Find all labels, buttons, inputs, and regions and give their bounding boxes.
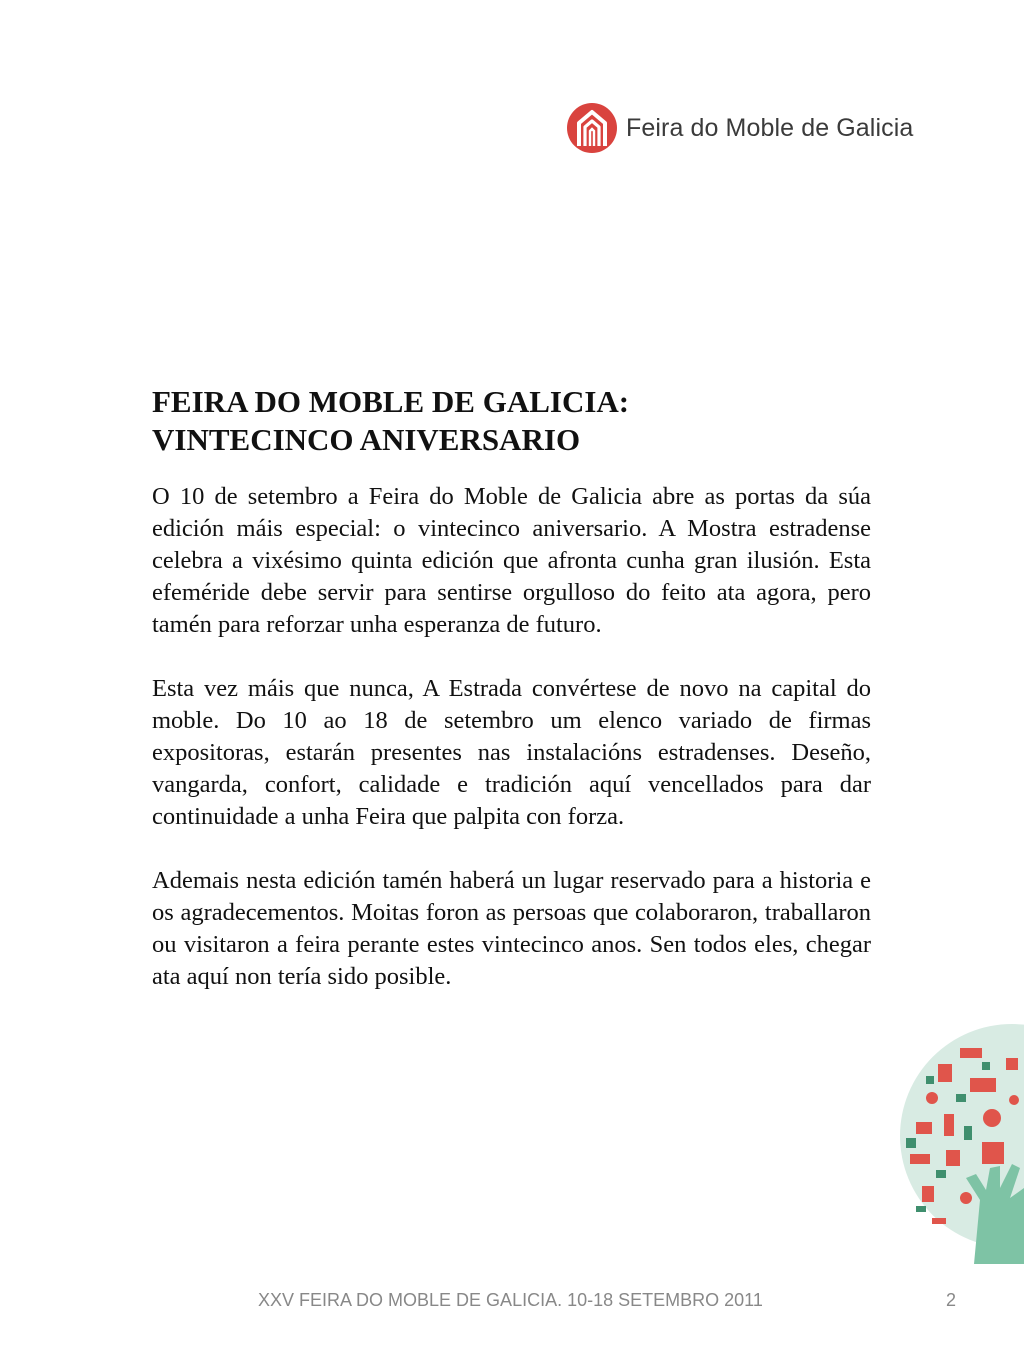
building-arch-icon — [566, 102, 618, 154]
article — [152, 383, 871, 993]
article-title — [152, 383, 871, 459]
page-number: 2 — [946, 1290, 957, 1310]
logo-text: Feira do Moble de Galicia — [626, 113, 914, 142]
title-line-1: FEIRA DO MOBLE DE GALICIA: — [152, 384, 630, 419]
brand-logo — [566, 100, 913, 156]
paragraph-2: Esta vez máis que nunca, A Estrada convértese de novo na capital do moble. Do 10 ao 18 de setembro um elenco variado de firmas expositoras, estarán presentes nas instalacións estradenses. Deseño, vangarda, confort, calidade e tradición aquí vencellados para dar continuidade a unha Feira que palpita con forza. — [152, 675, 871, 830]
paragraph-3: Ademais nesta edición tamén haberá un lugar reservado para a historia e os agradecementos. Moitas foron as persoas que colaboraron, traballaron ou visitaron a feira perante estes vintecinco anos. Sen todos eles, chegar ata aquí non tería sido posible. — [152, 867, 871, 990]
title-line-2: VINTECINCO ANIVERSARIO — [152, 422, 581, 457]
paragraph-1: O 10 de setembro a Feira do Moble de Galicia abre as portas da súa edición máis especial: o vintecinco aniversario. A Mostra estradense celebra a vixésimo quinta edición que afronta cunha gran ilusión. Esta efeméride debe servir para sentirse orgulloso do feito ata agora, pero tamén para reforzar unha esperanza de futuro. — [152, 483, 871, 638]
footer-text: XXV FEIRA DO MOBLE DE GALICIA. 10-18 SETEMBRO 2011 — [258, 1290, 763, 1310]
furniture-tree-icon — [886, 1018, 1024, 1264]
